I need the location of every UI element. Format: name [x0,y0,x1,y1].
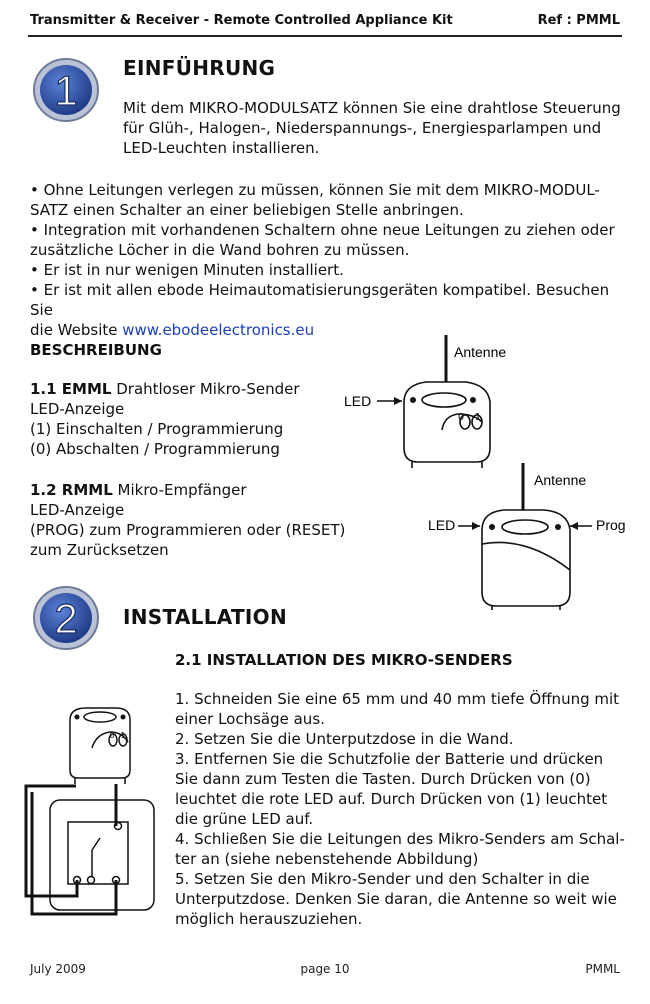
rmml-name: Mikro-Empfänger [112,481,247,499]
header-title: Transmitter & Receiver - Remote Controlled Appliance Kit [30,13,453,28]
section-1-heading: EINFÜHRUNG [123,56,276,80]
step-line: 1. Schneiden Sie eine 65 mm und 40 mm tiefe Öffnung mit [175,690,620,708]
step-line: ter an (siehe nebenstehende Abbildung) [175,850,479,868]
rmml-line: (PROG) zum Programmieren oder (RESET) [30,521,346,539]
transmitter-led [411,398,415,402]
website-prefix: die Website [30,321,123,339]
section-1-number: 1 [54,67,78,114]
website-link[interactable]: www.ebodeelectronics.eu [122,321,315,339]
step-line: die grüne LED auf. [175,810,314,828]
emml-line: (1) Einschalten / Programmierung [30,420,284,438]
rmml-line: zum Zurücksetzen [30,541,169,559]
step-line: 4. Schließen Sie die Leitungen des Mikro-Senders am Schal- [175,830,625,848]
led-1-label: LED [344,393,372,409]
intro-line: LED-Leuchten installieren. [123,139,320,157]
receiver-led-window [502,520,548,534]
receiver-prog-button [556,525,560,529]
installation-steps [175,689,630,929]
step-line: Unterputzdose. Denken Sie daran, die Antenne so weit wie [175,890,617,908]
section-2-badge [32,585,100,651]
emml-code: 1.1 EMML [30,380,112,398]
bullet-line: • Er ist mit allen ebode Heimautomatisierungsgeräten kompatibel. Besuchen Sie [30,281,610,319]
footer-code: PMML [585,962,620,976]
step-line: möglich herauszuziehen. [175,910,363,928]
emml-line: LED-Anzeige [30,400,125,418]
button-1-label: 1 [474,412,482,423]
section-2-subheading: 2.1 INSTALLATION DES MIKRO-SENDERS [175,651,513,669]
step-line: einer Lochsäge aus. [175,710,325,728]
wall-box [50,800,154,910]
footer-page: page 10 [300,962,350,976]
prog-label: Prog [596,517,626,533]
header-ref: Ref : PMML [537,13,620,28]
antenna-2-label: Antenne [534,472,587,488]
wire-left-loop [26,786,77,896]
led-2-label: LED [428,517,456,533]
section-1-bullets [30,180,630,340]
section-1-badge [32,57,100,123]
section-2-number: 2 [54,595,78,642]
step-line: 5. Setzen Sie den Mikro-Sender und den Schalter in die [175,870,590,888]
bullet-line: SATZ einen Schalter an einer beliebigen Stelle anbringen. [30,201,464,219]
bullet-line: • Er ist in nur wenigen Minuten installiert. [30,261,344,279]
wiring-button-1-label: 1 [120,731,126,740]
footer-date: July 2009 [30,962,86,976]
transmitter-led-window [422,393,466,407]
bullet-line: • Ohne Leitungen verlegen zu müssen, können Sie mit dem MIKRO-MODUL- [30,181,600,199]
emml-line: (0) Abschalten / Programmierung [30,440,280,458]
intro-line: für Glüh-, Halogen-, Niederspannungs-, Energiesparlampen und [123,119,602,137]
step-line: 3. Entfernen Sie die Schutzfolie der Batterie und drücken [175,750,604,768]
wall-switch [68,822,128,884]
emml-description [30,379,360,459]
rmml-line: LED-Anzeige [30,501,125,519]
antenna-1-label: Antenne [454,344,507,360]
intro-line: Mit dem MIKRO-MODULSATZ können Sie eine drahtlose Steuerung [123,99,621,117]
button-0-label: 0 [457,412,465,423]
description-heading: BESCHREIBUNG [30,341,162,359]
emml-name: Drahtloser Mikro-Sender [111,380,300,398]
section-2-heading: INSTALLATION [123,605,287,629]
bullet-line: zusätzliche Löcher in die Wand bohren zu müssen. [30,241,410,259]
receiver-led [490,525,494,529]
bullet-line: • Integration mit vorhandenen Schaltern ohne neue Leitungen zu ziehen oder [30,221,615,239]
step-line: Sie dann zum Testen die Tasten. Durch Drücken von (0) [175,770,591,788]
section-1-intro [123,98,623,158]
device-figure [330,330,640,610]
step-line: leuchtet die rote LED auf. Durch Drücken von (1) leuchtet [175,790,608,808]
rmml-code: 1.2 RMML [30,481,113,499]
wiring-button-0-label: 0 [109,731,115,740]
wiring-figure [20,700,170,930]
header-rule [28,35,622,37]
step-line: 2. Setzen Sie die Unterputzdose in die Wand. [175,730,514,748]
